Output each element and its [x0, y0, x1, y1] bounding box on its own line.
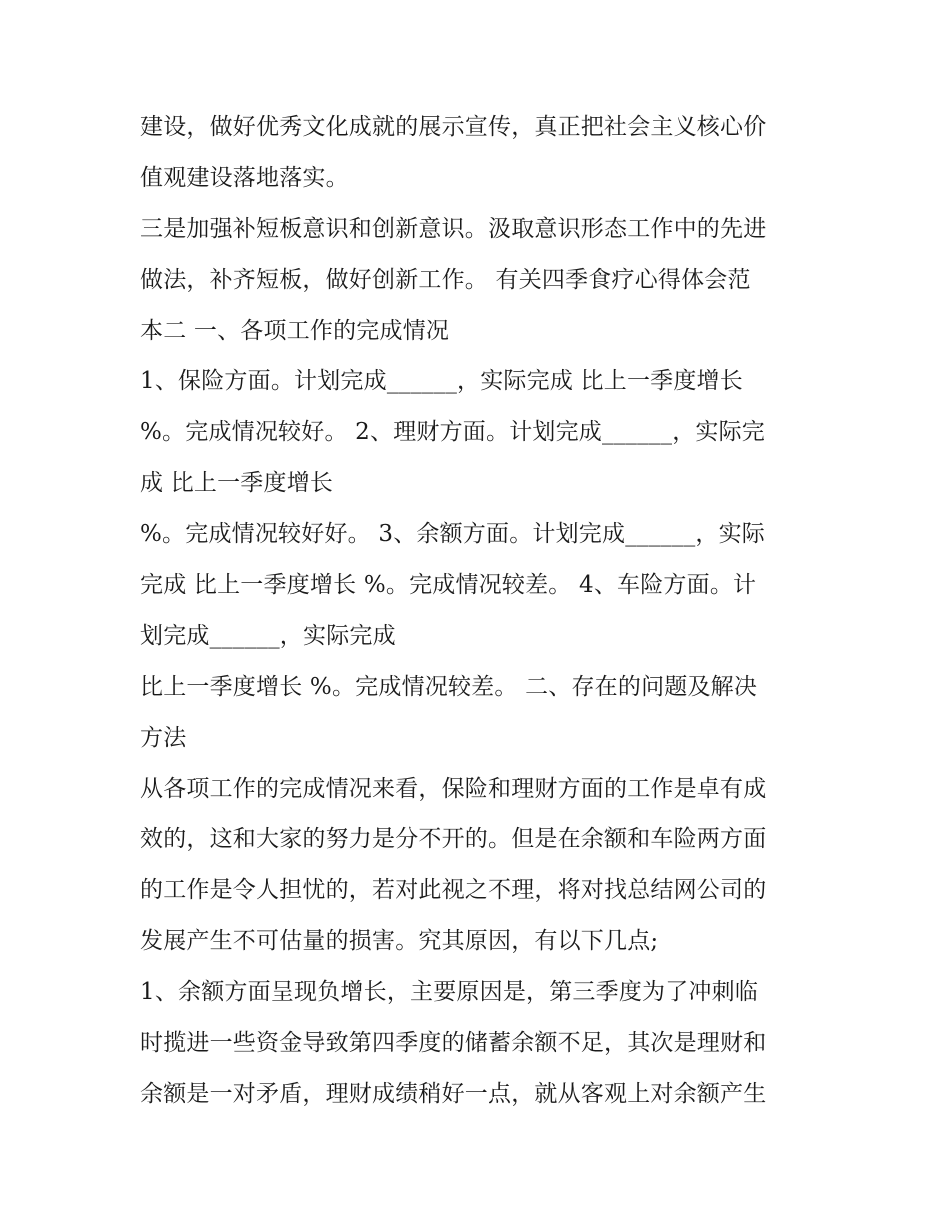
text-line: 1、余额方面呈现负增长，主要原因是，第三季度为了冲刺临	[140, 979, 759, 1006]
text-line: %。完成情况较好好。 3、余额方面。计划完成______，实际	[140, 521, 765, 548]
text-line: 余额是一对矛盾，理财成绩稍好一点，就从客观上对余额产生	[140, 1080, 767, 1107]
text-line: 方法	[140, 724, 187, 751]
text-line: 做法，补齐短板，做好创新工作。 有关四季食疗心得体会范	[140, 266, 751, 293]
text-line: 时揽进一些资金导致第四季度的储蓄余额不足，其次是理财和	[140, 1030, 767, 1057]
text-line: 完成 比上一季度增长 %。完成情况较差。 4、车险方面。计	[140, 572, 757, 599]
text-line: 比上一季度增长 %。完成情况较差。 二、存在的问题及解决	[140, 673, 758, 700]
text-line: 成 比上一季度增长	[140, 470, 334, 497]
text-line: 建设，做好优秀文化成就的展示宣传，真正把社会主义核心价	[140, 114, 767, 140]
text-line: 的工作是令人担忧的，若对此视之不理，将对找总结网公司的	[140, 877, 767, 904]
text-line: 从各项工作的完成情况来看，保险和理财方面的工作是卓有成	[140, 775, 767, 802]
text-line: 三是加强补短板意识和创新意识。汲取意识形态工作中的先进	[140, 215, 767, 242]
text-line: 值观建设落地落实。	[140, 164, 349, 191]
text-line: 1、保险方面。计划完成______，实际完成 比上一季度增长	[140, 368, 743, 395]
text-line: 划完成______，实际完成	[140, 622, 396, 649]
text-line: %。完成情况较好。 2、理财方面。计划完成______，实际完	[140, 419, 765, 446]
text-line: 本二 一、各项工作的完成情况	[140, 317, 450, 344]
document-body	[140, 102, 830, 1120]
text-line: 效的，这和大家的努力是分不开的。但是在余额和车险两方面	[140, 826, 767, 853]
text-line: 发展产生不可估量的损害。究其原因，有以下几点;	[140, 928, 659, 955]
